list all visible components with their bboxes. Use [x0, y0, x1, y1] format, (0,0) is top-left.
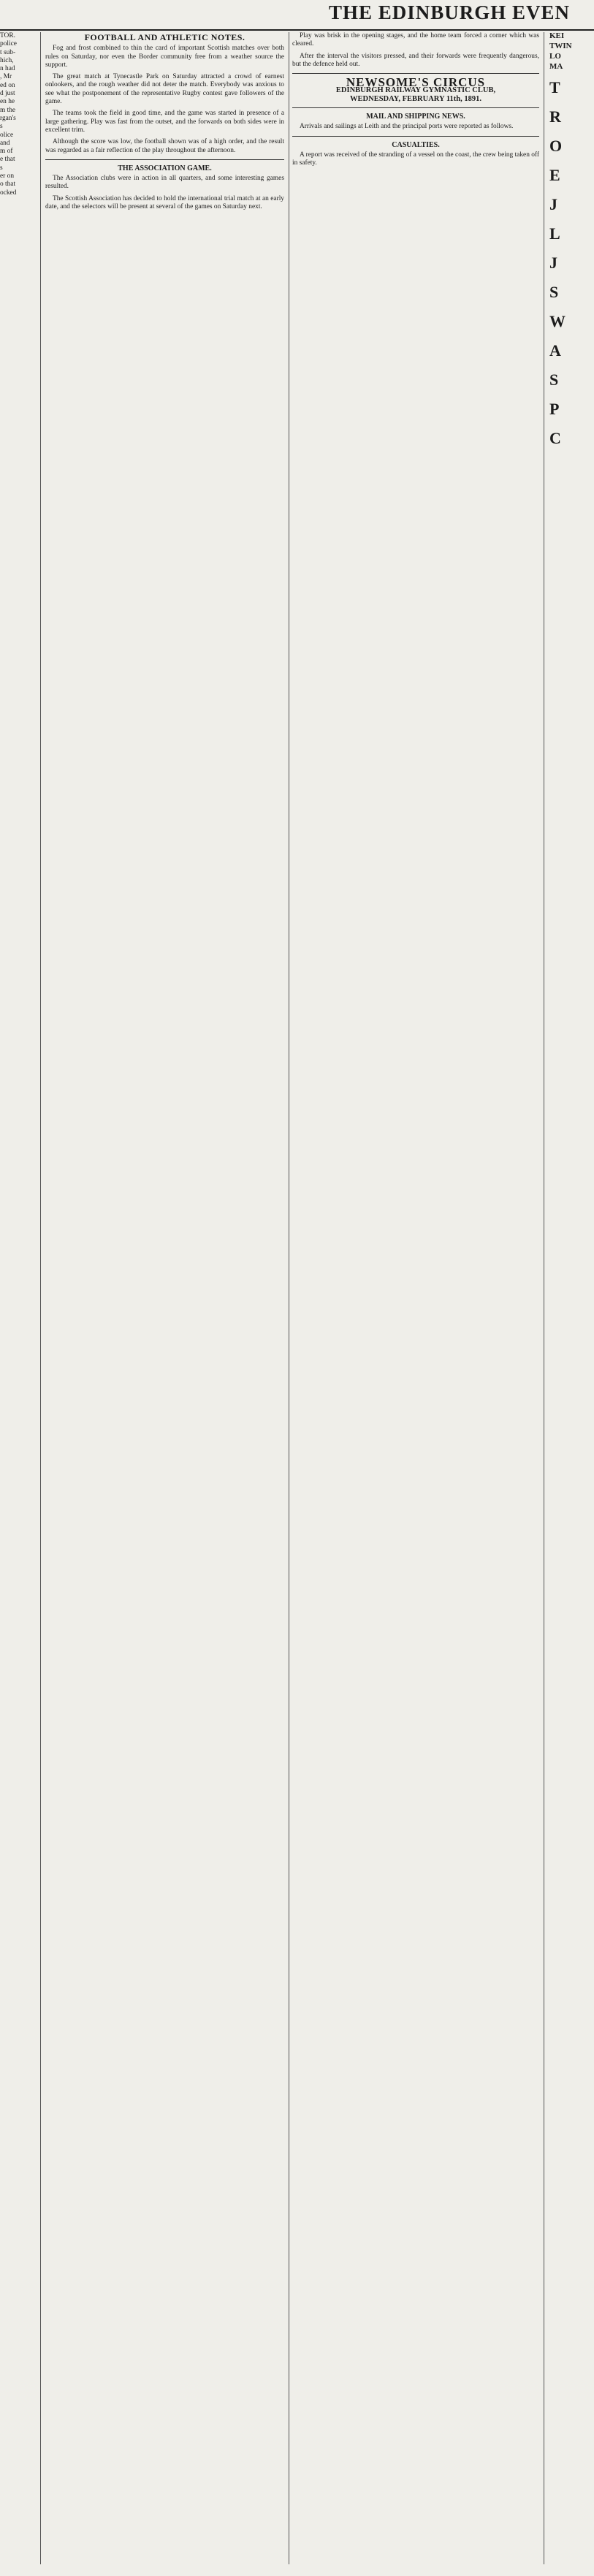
- edge-line: s: [0, 164, 3, 172]
- column-rule: [45, 159, 284, 160]
- edge-line: er on: [0, 172, 15, 181]
- edge-line: ed on: [0, 81, 15, 89]
- edge-line: n had: [0, 65, 15, 73]
- edge-ad-line: LO: [549, 53, 561, 61]
- edge-ad-line: P: [549, 400, 560, 418]
- edge-line: en he: [0, 98, 15, 106]
- article-paragraph: The great match at Tynecastle Park on Saturday attracted a crowd of earnest onlookers, and the rough weather did not deter the match. Everybody was anxious to see what the postponement of the representative Rugby contest gave followers of the game.: [45, 73, 284, 106]
- article-column-football: [45, 32, 289, 2564]
- edge-line: TOR.: [0, 32, 15, 39]
- sub-heading: CASUALTIES.: [392, 140, 440, 149]
- edge-ad-line: W: [549, 312, 566, 330]
- notice-title: NEWSOME'S CIRCUS: [346, 75, 486, 90]
- edge-line: t sub-: [0, 48, 16, 56]
- article-paragraph: Arrivals and sailings at Leith and the principal ports were reported as follows.: [300, 123, 514, 131]
- edge-ad-line: A: [549, 341, 562, 360]
- sub-heading: MAIL AND SHIPPING NEWS.: [366, 113, 465, 121]
- edge-line: m the: [0, 106, 16, 114]
- column-rule: [292, 73, 539, 74]
- notice-line: WEDNESDAY, FEBRUARY 11th, 1891.: [350, 94, 481, 103]
- masthead: [0, 0, 594, 31]
- edge-ad-line: J: [549, 195, 558, 213]
- edge-ad-line: J: [549, 254, 558, 272]
- edge-line: rgan's: [0, 114, 16, 122]
- article-paragraph: After the interval the visitors pressed, and their forwards were frequently dangerous, but the defence held out.: [292, 52, 539, 68]
- edge-ad-line: S: [549, 371, 560, 389]
- edge-ad-line: S: [549, 283, 560, 301]
- article-paragraph: The teams took the field in good time, and the game was started in presence of a large gathering. Play was fast from the outset, and the forwards on both sides were in excellent trim.: [45, 110, 284, 134]
- edge-ad-line: R: [549, 107, 562, 126]
- edge-line: d just: [0, 90, 15, 98]
- edge-line: o that: [0, 181, 16, 189]
- article-paragraph: Although the score was low, the football shown was of a high order, and the result was regarded as a fair reflection of the play throughout the afternoon.: [45, 138, 284, 154]
- edge-line: ocked: [0, 189, 17, 197]
- edge-ad-line: E: [549, 166, 561, 184]
- sub-heading: THE ASSOCIATION GAME.: [118, 164, 212, 172]
- edge-line: e that: [0, 156, 15, 164]
- column-rule: [292, 107, 539, 108]
- article-paragraph: Play was brisk in the opening stages, and the home team forced a corner which was cleared.: [292, 32, 539, 48]
- edge-ad-line: L: [549, 224, 561, 243]
- edge-line: and: [0, 139, 10, 147]
- edge-ad-line: T: [549, 78, 561, 96]
- edge-ad-line: C: [549, 429, 562, 447]
- article-column-news: [292, 32, 544, 2564]
- article-paragraph: The Scottish Association has decided to hold the international trial match at an early date, and the selectors will be present at several of the games on Saturday next.: [45, 194, 284, 211]
- newspaper-title: THE EDINBURGH EVEN: [329, 1, 571, 23]
- article-paragraph: A report was received of the stranding of a vessel on the coast, the crew being taken off in safety.: [292, 151, 539, 167]
- edge-ad-line: MA: [549, 63, 563, 71]
- left-edge-column: [0, 32, 41, 2564]
- edge-line: olice: [0, 131, 14, 139]
- edge-line: police: [0, 40, 17, 48]
- right-edge-column: [549, 32, 594, 2564]
- edge-line: , Mr: [0, 73, 12, 81]
- edge-line: s: [0, 123, 3, 131]
- article-paragraph: Fog and frost combined to thin the card of important Scottish matches over both rules on Saturday, nor even the Border community free from a weather source the support.: [45, 45, 284, 69]
- edge-ad-line: O: [549, 137, 563, 155]
- section-heading: FOOTBALL AND ATHLETIC NOTES.: [84, 32, 245, 42]
- edge-line: hich,: [0, 56, 14, 64]
- article-paragraph: The Association clubs were in action in all quarters, and some interesting games resulted.: [45, 175, 284, 191]
- edge-ad-line: KEI: [549, 32, 565, 40]
- edge-line: m of: [0, 148, 13, 156]
- notice-line: EDINBURGH RAILWAY GYMNASTIC CLUB,: [335, 86, 496, 95]
- edge-ad-line: TWIN: [549, 42, 572, 50]
- circus-notice: [292, 75, 539, 103]
- column-rule: [292, 136, 539, 137]
